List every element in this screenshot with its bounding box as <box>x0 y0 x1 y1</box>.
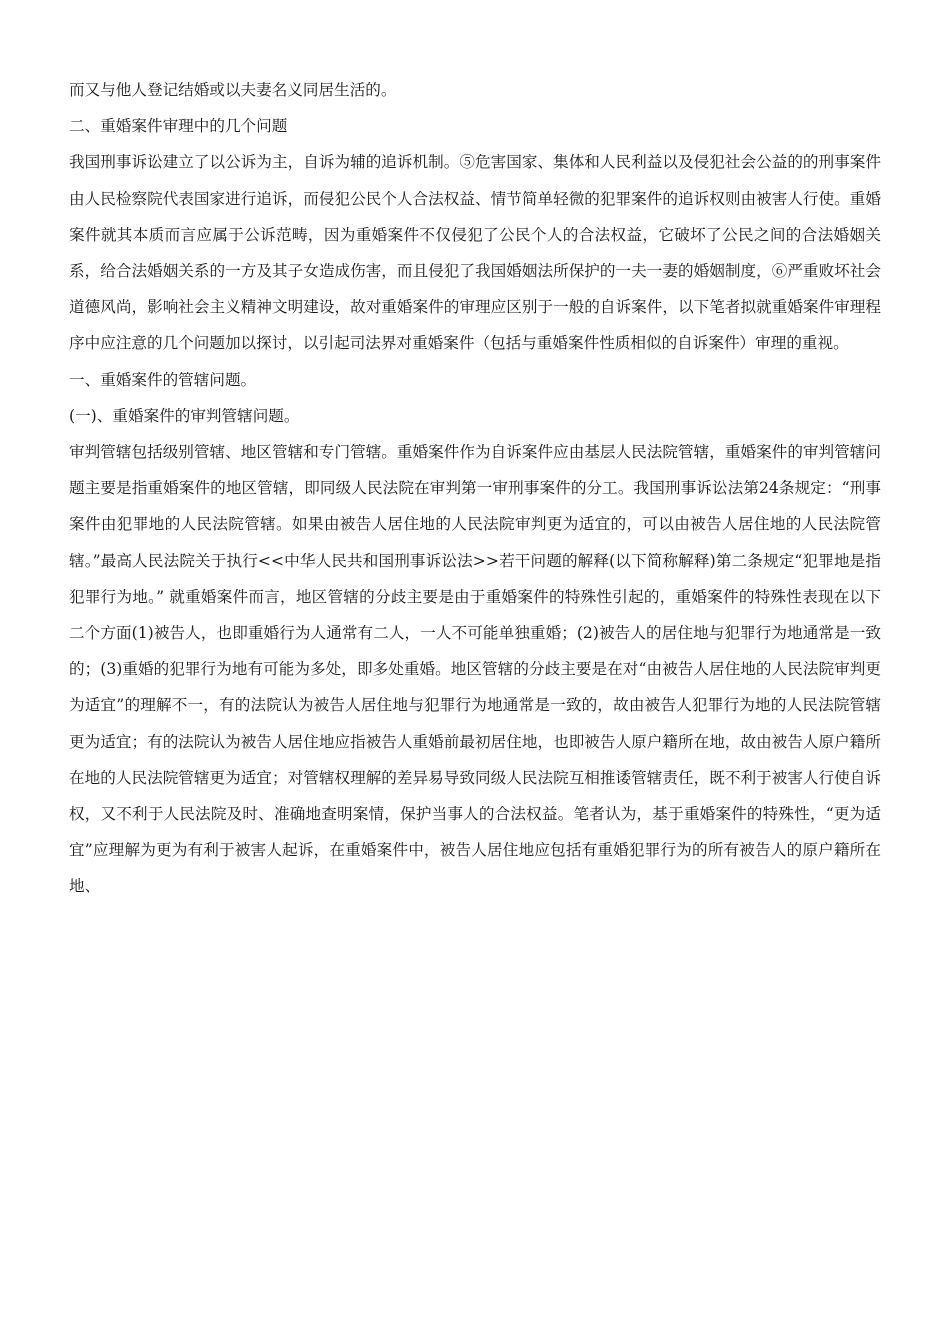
section-heading-issues: 二、重婚案件审理中的几个问题 <box>69 117 288 136</box>
subsubsection-heading-trial-jurisdiction: (一)、重婚案件的审判管辖问题。 <box>69 406 300 425</box>
subsection-heading-jurisdiction: 一、重婚案件的管辖问题。 <box>69 370 257 389</box>
paragraph-trial-jurisdiction: 审判管辖包括级别管辖、地区管辖和专门管辖。重婚案件作为自诉案件应由基层人民法院管辖，重婚案件的审判管辖问题主要是指重婚案件的地区管辖，即同级人民法院在审判第一审刑事案件的分工。我国刑事诉讼法第24条规定：“刑事案件由犯罪地的人民法院管辖。如果由被告人居住地的人民法院审判更为适宜的，可以由被告人居住地的人民法院管辖。”最高人民法院关于执行<<中华人民共和国刑事诉讼法>>若干问题的解释(以下简称解释)第二条规定“犯罪地是指犯罪行为地。” 就重婚案件而言，地区管辖的分歧主要是由于重婚案件的特殊性引起的，重婚案件的特殊性表现在以下二个方面(1)被告人，也即重婚行为人通常有二人，一人不可能单独重婚；(2)被告人的居住地与犯罪行为地通常是一致的；(3)重婚的犯罪行为地有可能为多处，即多处重婚。地区管辖的分歧主要是在对“由被告人居住地的人民法院审判更为适宜”的理解不一，有的法院认为被告人居住地与犯罪行为地通常是一致的，故由被告人犯罪行为地的人民法院管辖更为适宜；有的法院认为被告人居住地应指被告人重婚前最初居住地，也即被告人原户籍所在地，故由被告人原户籍所在地的人民法院管辖更为适宜；对管辖权理解的差异易导致同级人民法院互相推诿管辖责任，既不利于被害人行使自诉权，又不利于人民法院及时、准确地查明案情，保护当事人的合法权益。笔者认为，基于重婚案件的特殊性，“更为适宜”应理解为更为有利于被害人起诉，在重婚案件中，被告人居住地应包括有重婚犯罪行为的所有被告人的原户籍所在地、 <box>69 443 881 896</box>
paragraph-continuation: 而又与他人登记结婚或以夫妻名义同居生活的。 <box>69 81 397 99</box>
document-body <box>69 72 881 905</box>
paragraph-prosecution-mechanism: 我国刑事诉讼建立了以公诉为主，自诉为辅的追诉机制。⑤危害国家、集体和人民利益以及侵犯社会公益的的刑事案件由人民检察院代表国家进行追诉，而侵犯公民个人合法权益、情节简单轻微的犯罪案件的追诉权则由被害人行使。重婚案件就其本质而言应属于公诉范畴，因为重婚案件不仅侵犯了公民个人的合法权益，它破坏了公民之间的合法婚姻关系，给合法婚姻关系的一方及其子女造成伤害，而且侵犯了我国婚姻法所保护的一夫一妻的婚姻制度，⑥严重败坏社会道德风尚，影响社会主义精神文明建设，故对重婚案件的审理应区别于一般的自诉案件，以下笔者拟就重婚案件审理程序中应注意的几个问题加以探讨，以引起司法界对重婚案件（包括与重婚案件性质相似的自诉案件）审理的重视。 <box>69 153 881 353</box>
